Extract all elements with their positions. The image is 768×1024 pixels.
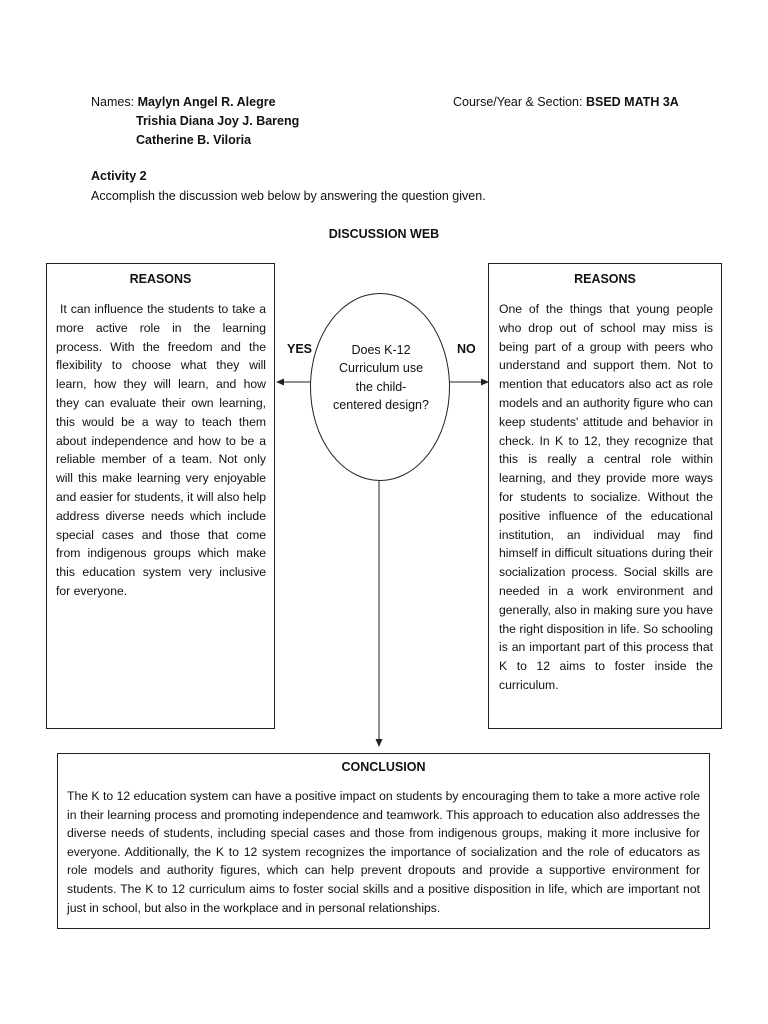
name-2: Trishia Diana Joy J. Bareng bbox=[136, 114, 300, 128]
right-reasons-title: REASONS bbox=[574, 272, 636, 286]
conclusion-text: The K to 12 education system can have a positive impact on students by encouraging them to take a more active role in their learning process and promoting independence and teamwork. This approach to education also addresses the diverse needs of students, including special cases and those from indigenous groups, making it more inclusive for everyone. Additionally, the K to 12 system recognizes the importance of socialization and the role of educators as role models and authority figures, which can help prevent dropouts and provide a supportive environment for students. The K to 12 curriculum aims to foster social skills and a positive disposition in life, which are important not just in school, but also in the workplace and in personal relationships. bbox=[67, 789, 700, 915]
course-label: Course/Year & Section: bbox=[453, 95, 583, 109]
course-value: BSED MATH 3A bbox=[585, 95, 679, 109]
central-question: Does K-12 Curriculum use the child-centered design? bbox=[333, 343, 429, 413]
right-reasons-box bbox=[488, 263, 722, 729]
web-title: DISCUSSION WEB bbox=[328, 227, 440, 241]
names-label: Names: bbox=[91, 95, 135, 109]
activity-instruction: Accomplish the discussion web below by answering the question given. bbox=[91, 189, 486, 203]
conclusion-title: CONCLUSION bbox=[341, 760, 426, 774]
no-label: NO bbox=[457, 342, 476, 356]
left-reasons-title: REASONS bbox=[129, 272, 192, 286]
yes-arrowhead bbox=[276, 379, 284, 386]
name-1: Maylyn Angel R. Alegre bbox=[137, 95, 276, 109]
right-reasons-text: One of the things that young people who drop out of school may miss is being part of a group with peers who understand and support them. Not to mention that educators also act as role models and an authority figure who can keep students' attitude and behavior in check. In K to 12, they recognize that this is really a central role within learning, and they provide more ways for students to socialize. Without the positive influence of the educational institution, an individual may find himself in difficult situations during their socialization process. Social skills are needed in a work environment and generally, also in making sure you have the right disposition in life. So schooling is an important part of this process that K to 12 aims to foster inside the curriculum. bbox=[499, 302, 713, 692]
conclusion-arrowhead bbox=[376, 739, 383, 747]
conclusion-box bbox=[57, 753, 710, 929]
left-reasons-text: It can influence the students to take a more active role in the learning process. With the freedom and the flexibility to choose what they will learn, how they will learn, and how they can evaluate their own learning, this would be a way to teach them about independence and how to be a reliable member of a team. Not only will this make learning very enjoyable and easier for students, it will also help address diverse needs which include special cases and those that come from indigenous groups which make this education system very inclusive for everyone. bbox=[56, 302, 266, 598]
left-reasons-box bbox=[46, 263, 275, 729]
name-3: Catherine B. Viloria bbox=[136, 133, 252, 147]
yes-label: YES bbox=[287, 342, 313, 356]
activity-title: Activity 2 bbox=[91, 169, 147, 183]
